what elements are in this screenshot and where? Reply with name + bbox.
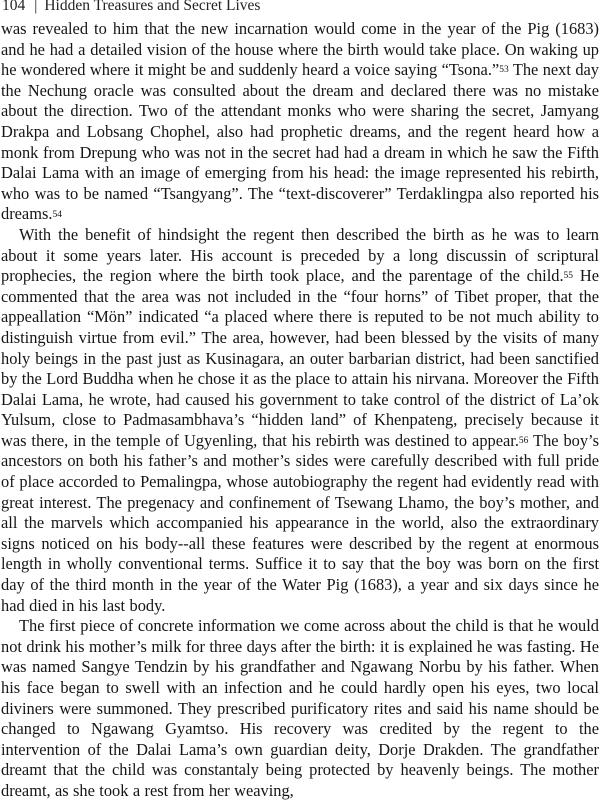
text-run: The next day the Nechung oracle was consulted about the dream and declared there was no mistake about the direction. Two of the attendant monks who were sharing the secret, Jamyang Drakpa and Lobsang Chophel, also had prophetic dreams, and the regent heard how a monk from Drepung who was not in the secret had had a dream in which he saw the Fifth Dalai Lama with an image of emerging from his head: the image represented his rebirth, who was to be named “Tsangyang”. The “text-discoverer” Terdaklingpa also reported his dreams. [1,60,600,224]
footnote-ref: 55 [563,271,574,282]
footnote-ref: 53 [499,65,509,76]
footnote-ref: 56 [518,436,529,447]
header-separator: | [34,0,38,14]
text-run: He commented that the area was not included in the “four horns” of Tibet proper, that the appeallation “Mön” indicated “a placed where there is reputed to be not much ability to distinguish virtue from evil.” The area, however, had been blessed by the visits of many holy beings in the past just as Kusinagara, an outer barbarian district, had been sanctified by the Lord Buddha when he chose it as the place to attain his nirvana. Moreover the Fifth Dalai Lama, he wrote, had caused his government to take control of the district of La’ok Yulsum, close to Padmasambhava’s “hidden land” of Khenpateng, precisely because it was there, in the temple of Ugyenling, that his rebirth was destined to appear. [1,266,599,450]
text-run: With the benefit of hindsight the regent then described the birth as he was to learn about it some years later. His account is preceded by a long discussin of scriptural prophecies, the region where the birth took place, and the parentage of the child. [1,224,599,286]
paragraph [1,616,599,801]
page-number: 104 [2,0,26,14]
text-run: The boy’s ancestors on both his father’s and mother’s sides were carefully described with full pride of place accorded to Pemalingpa, whose autobiography the regent had evidently read with great interest. The pregenacy and confinement of Tsewang Lhamo, the boy’s mother, and all the marvels which accompanied his appearance in the world, also the extraordinary signs noticed on his body--all these features were described by the regent at enormous length in wholly conventional terms. Suffice it to say that the boy was born on the first day of the third month in the year of the Water Pig (1683), a year and six days since he had died in his last body. [1,430,599,615]
body-text [1,19,599,802]
footnote-ref: 54 [52,209,62,220]
paragraph [1,225,599,616]
text-run: was revealed to him that the new incarnation would come in the year of the Pig (1683) and he had a detailed vision of the house where the birth would take place. On waking up he wondered where it might be and suddenly heard a voice saying “Tsona.” [1,19,599,80]
text-run: The first piece of concrete information we come across about the child is that he would not drink his mother’s milk for three days after the birth: it is explained he was fasting. He was named Sangye Tendzin by his grandfather and Ngawang Norbu by his father. When his face began to swell with an infection and he could hardly open his eyes, two local diviners were summoned. They prescribed purificatory rites and said his name should be changed to Ngawang Gyamtso. His recovery was credited by the regent to the intervention of the Dalai Lama’s own guardian deity, Dorje Drakden. The grandfather dreamt that the child was constantaly being protected by heavenly beings. The mother dreamt, as she took a rest from her weaving, [1,616,599,800]
paragraph [1,19,599,225]
running-head [2,0,260,16]
running-title: Hidden Treasures and Secret Lives [44,0,261,14]
